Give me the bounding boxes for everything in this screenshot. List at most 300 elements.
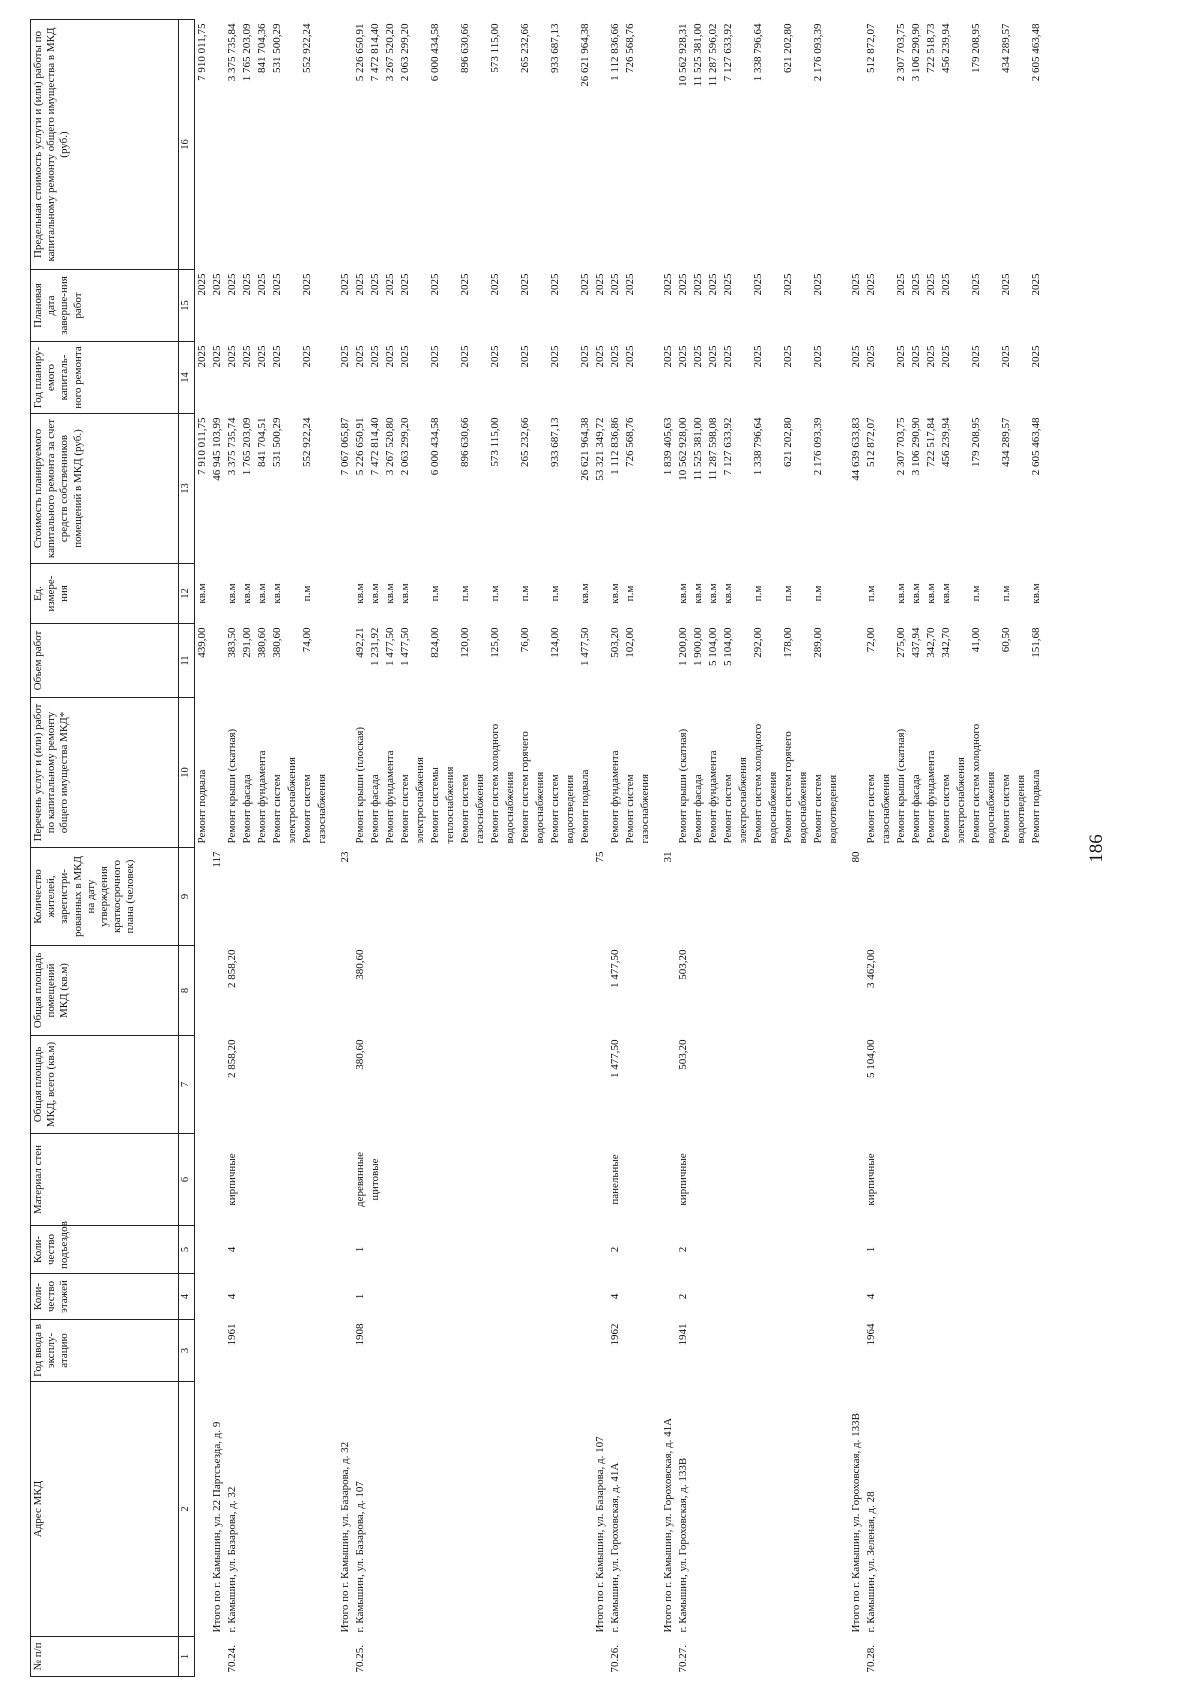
table-cell: кв.м: [609, 583, 621, 604]
table-cell: Ремонт систем: [722, 774, 734, 844]
table-cell: [736, 624, 751, 698]
table-cell: [879, 1637, 894, 1677]
table-cell: 2025: [256, 345, 268, 368]
table-cell: Ремонт подвала: [579, 769, 591, 844]
table-cell: [939, 1134, 954, 1226]
table-cell: 44 639 633,83: [850, 417, 862, 481]
table-cell: [661, 20, 676, 270]
table-cell: [781, 848, 796, 946]
table-cell: [984, 1320, 999, 1382]
table-cell: [1014, 946, 1029, 1036]
table-cell: 2025: [925, 345, 937, 368]
table-cell: 456 239,94: [940, 417, 952, 467]
table-row: [458, 20, 473, 1677]
table-cell: [721, 1274, 736, 1320]
table-cell: [691, 1036, 706, 1134]
table-cell: 2025: [429, 345, 441, 368]
column-number: 9: [179, 848, 195, 946]
table-cell: [924, 1134, 939, 1226]
table-cell: [503, 20, 518, 270]
table-cell: [315, 624, 330, 698]
table-cell: [533, 624, 548, 698]
table-cell: 3 375 735,74: [226, 417, 238, 476]
table-cell: газоснабжения: [639, 773, 651, 844]
table-cell: Ремонт систем: [624, 774, 636, 844]
table-cell: 3 462,00: [865, 949, 877, 988]
table-cell: водоснабжения: [504, 771, 516, 844]
table-cell: [563, 1382, 578, 1637]
table-cell: [270, 946, 285, 1036]
table-cell: [240, 1226, 255, 1274]
table-cell: [593, 1274, 608, 1320]
table-cell: [909, 1134, 924, 1226]
table-cell: 7 910 011,75: [196, 23, 208, 81]
table-cell: [458, 848, 473, 946]
table-cell: [473, 1226, 488, 1274]
table-cell: [638, 624, 653, 698]
table-cell: [909, 1637, 924, 1677]
table-cell: 722 518,73: [925, 23, 937, 73]
table-cell: [751, 946, 766, 1036]
table-cell: [255, 1036, 270, 1134]
table-cell: Итого по г. Камышин, ул. Гороховская, д. 41А: [662, 1417, 674, 1633]
spacer-row: [330, 20, 338, 1677]
subtotal-row: [338, 20, 353, 1677]
table-cell: Ремонт фундамента: [925, 750, 937, 844]
table-cell: 531 500,29: [271, 417, 283, 467]
table-cell: 1 200,00: [677, 627, 689, 666]
table-cell: [766, 1036, 781, 1134]
table-cell: [623, 1274, 638, 1320]
table-cell: [954, 1320, 969, 1382]
table-cell: [969, 1637, 984, 1677]
table-cell: [736, 342, 751, 414]
table-cell: 2025: [594, 273, 606, 296]
table-cell: [285, 946, 300, 1036]
table-cell: 2025: [662, 345, 674, 368]
table-cell: [488, 1382, 503, 1637]
table-cell: п.м: [865, 585, 877, 602]
table-cell: п.м: [812, 585, 824, 602]
table-cell: [210, 20, 225, 270]
table-row: [368, 20, 383, 1677]
table-cell: [894, 1382, 909, 1637]
table-cell: 1 112 836,66: [609, 23, 621, 81]
table-cell: [428, 1320, 443, 1382]
table-cell: [909, 1226, 924, 1274]
table-cell: [563, 624, 578, 698]
table-cell: 503,20: [677, 949, 689, 980]
table-cell: [563, 1036, 578, 1134]
table-cell: [1029, 1274, 1044, 1320]
table-cell: [999, 1320, 1014, 1382]
table-cell: [954, 1036, 969, 1134]
table-cell: [413, 848, 428, 946]
table-cell: [623, 1036, 638, 1134]
table-cell: [503, 1320, 518, 1382]
table-cell: [691, 946, 706, 1036]
table-cell: [503, 1036, 518, 1134]
table-cell: [413, 624, 428, 698]
table-cell: [413, 1320, 428, 1382]
table-cell: 291,00: [241, 627, 253, 658]
table-cell: 2025: [196, 273, 208, 296]
column-number: 7: [179, 1036, 195, 1134]
column-number: 11: [179, 624, 195, 698]
table-cell: [210, 624, 225, 698]
table-cell: [954, 20, 969, 270]
table-cell: [638, 1226, 653, 1274]
table-cell: кирпичные: [677, 1153, 689, 1206]
table-cell: 2025: [1000, 345, 1012, 368]
table-cell: [285, 1320, 300, 1382]
table-cell: [894, 1320, 909, 1382]
table-cell: [338, 1637, 353, 1677]
table-cell: 292,00: [752, 627, 764, 658]
table-cell: [691, 1320, 706, 1382]
table-cell: [473, 624, 488, 698]
table-cell: 2025: [925, 273, 937, 296]
table-cell: [691, 1382, 706, 1637]
table-cell: [1029, 1226, 1044, 1274]
table-row: [623, 20, 638, 1677]
table-cell: [924, 1637, 939, 1677]
table-cell: [1029, 1134, 1044, 1226]
table-cell: 11 525 381,00: [692, 23, 704, 87]
table-cell: 1 338 796,64: [752, 417, 764, 476]
table-cell: 265 232,66: [519, 417, 531, 467]
table-cell: [736, 848, 751, 946]
table-cell: 178,00: [782, 627, 794, 658]
table-cell: [894, 1637, 909, 1677]
table-cell: [984, 946, 999, 1036]
table-cell: [443, 20, 458, 270]
table-cell: 2025: [271, 273, 283, 296]
table-cell: 3 106 290,90: [910, 417, 922, 476]
table-cell: [533, 270, 548, 342]
table-cell: [285, 848, 300, 946]
table-cell: [796, 1226, 811, 1274]
table-cell: [1014, 342, 1029, 414]
table-cell: [909, 1382, 924, 1637]
table-cell: [563, 1226, 578, 1274]
table-cell: [488, 1320, 503, 1382]
table-cell: 2025: [579, 273, 591, 296]
table-cell: [533, 20, 548, 270]
table-cell: [691, 1637, 706, 1677]
table-cell: 2025: [399, 345, 411, 368]
table-cell: 1961: [226, 1323, 238, 1346]
table-cell: [924, 1226, 939, 1274]
table-cell: [195, 1036, 211, 1134]
table-cell: [811, 1637, 826, 1677]
table-cell: [443, 564, 458, 624]
table-cell: [909, 1274, 924, 1320]
column-number: 1: [179, 1637, 195, 1677]
table-cell: [766, 342, 781, 414]
table-cell: [518, 1637, 533, 1677]
column-header: Перечень услуг и (или) работ по капитальному ремонту общего имущества МКД*: [31, 698, 179, 848]
table-cell: [578, 1274, 593, 1320]
table-cell: [413, 270, 428, 342]
table-cell: [578, 1320, 593, 1382]
table-cell: 1 338 796,64: [752, 23, 764, 82]
column-header: Общая площадь МКД, всего (кв.м): [31, 1036, 179, 1134]
table-cell: 2025: [609, 273, 621, 296]
table-cell: 5 104,00: [865, 1039, 877, 1078]
table-cell: Ремонт крыши (скатная): [895, 728, 907, 844]
table-row: [428, 20, 443, 1677]
table-cell: [255, 946, 270, 1036]
table-cell: 2025: [940, 345, 952, 368]
table-cell: [691, 1226, 706, 1274]
table-cell: Ремонт систем: [271, 774, 283, 844]
table-cell: [488, 1274, 503, 1320]
table-cell: [383, 1226, 398, 1274]
table-cell: [811, 1274, 826, 1320]
table-cell: [796, 342, 811, 414]
table-cell: [458, 1226, 473, 1274]
table-cell: [315, 20, 330, 270]
table-cell: [503, 1382, 518, 1637]
table-cell: [338, 1320, 353, 1382]
table-cell: [894, 946, 909, 1036]
table-cell: [796, 1382, 811, 1637]
table-cell: [548, 1382, 563, 1637]
table-cell: 2025: [369, 273, 381, 296]
table-cell: [240, 1637, 255, 1677]
table-cell: [315, 414, 330, 564]
table-cell: Ремонт систем горячего: [519, 731, 531, 844]
table-cell: [736, 1274, 751, 1320]
table-cell: 933 687,13: [549, 417, 561, 467]
table-cell: [623, 848, 638, 946]
table-cell: [240, 1274, 255, 1320]
table-cell: [954, 414, 969, 564]
table-cell: щитовые: [369, 1158, 381, 1201]
table-cell: 2025: [211, 273, 223, 296]
table-cell: Ремонт систем: [940, 774, 952, 844]
table-cell: [1014, 564, 1029, 624]
table-cell: [210, 1036, 225, 1134]
table-cell: 70.25.: [354, 1645, 366, 1673]
table-cell: [563, 414, 578, 564]
table-cell: [195, 1134, 211, 1226]
table-cell: [781, 946, 796, 1036]
table-cell: Ремонт крыши (плоская): [354, 726, 366, 844]
table-cell: [781, 1134, 796, 1226]
table-cell: [503, 564, 518, 624]
table-cell: Ремонт фасада: [369, 774, 381, 844]
table-cell: 11 525 381,00: [692, 417, 704, 481]
table-cell: Ремонт подвала: [1030, 769, 1042, 844]
table-cell: [984, 1382, 999, 1637]
table-cell: 726 568,76: [624, 23, 636, 73]
table-cell: [781, 1320, 796, 1382]
table-cell: [285, 1036, 300, 1134]
table-row: [578, 20, 593, 1677]
table-cell: [811, 848, 826, 946]
table-cell: [864, 848, 879, 946]
table-cell: [300, 1320, 315, 1382]
table-cell: Ремонт фасада: [910, 774, 922, 844]
subtotal-row: [210, 20, 225, 1677]
table-cell: [383, 946, 398, 1036]
table-cell: [781, 1637, 796, 1677]
table-cell: 53 321 349,72: [594, 417, 606, 481]
table-cell: 2 176 093,39: [812, 417, 824, 476]
table-cell: Ремонт фасада: [241, 774, 253, 844]
table-cell: [315, 270, 330, 342]
table-cell: 7 472 814,40: [369, 417, 381, 476]
table-cell: [210, 1637, 225, 1677]
table-cell: 2025: [850, 273, 862, 296]
table-cell: [443, 1274, 458, 1320]
table-cell: [398, 1134, 413, 1226]
table-cell: [849, 698, 864, 848]
table-cell: кв.м: [196, 583, 208, 604]
table-cell: 4: [226, 1293, 238, 1300]
table-cell: [894, 1134, 909, 1226]
table-cell: [443, 848, 458, 946]
table-cell: [398, 1036, 413, 1134]
table-cell: 2025: [429, 273, 441, 296]
table-cell: 2: [677, 1246, 689, 1253]
table-cell: Ремонт систем: [812, 774, 824, 844]
table-cell: [383, 1320, 398, 1382]
table-row: [781, 20, 796, 1677]
table-cell: 2025: [211, 345, 223, 368]
table-cell: [488, 848, 503, 946]
table-cell: [751, 1382, 766, 1637]
table-cell: [548, 1274, 563, 1320]
table-cell: 1 477,50: [579, 627, 591, 666]
table-cell: [638, 564, 653, 624]
table-cell: [661, 1320, 676, 1382]
table-cell: [210, 1226, 225, 1274]
table-row: [503, 20, 518, 1677]
table-cell: [578, 1382, 593, 1637]
table-cell: [518, 848, 533, 946]
table-cell: г. Камышин, ул. Зеленая, д. 28: [865, 1491, 877, 1633]
table-cell: [736, 1320, 751, 1382]
table-cell: [315, 848, 330, 946]
table-cell: 722 517,84: [925, 417, 937, 467]
table-cell: [255, 1320, 270, 1382]
table-cell: [593, 1134, 608, 1226]
column-header: Коли-чество этажей: [31, 1274, 179, 1320]
column-number: 10: [179, 698, 195, 848]
table-cell: [623, 1134, 638, 1226]
table-cell: 1 477,50: [609, 949, 621, 988]
table-cell: [315, 342, 330, 414]
table-cell: [879, 270, 894, 342]
table-cell: 2 176 093,39: [812, 23, 824, 82]
table-cell: 456 239,94: [940, 23, 952, 73]
table-cell: 2025: [301, 345, 313, 368]
table-row: [826, 20, 841, 1677]
table-cell: [368, 1226, 383, 1274]
table-cell: [721, 1134, 736, 1226]
table-cell: [736, 564, 751, 624]
table-cell: [811, 1320, 826, 1382]
table-cell: [781, 1226, 796, 1274]
table-cell: [488, 1036, 503, 1134]
table-cell: [1014, 1637, 1029, 1677]
table-cell: [255, 848, 270, 946]
table-cell: [368, 1637, 383, 1677]
table-cell: [300, 1382, 315, 1637]
table-row: [285, 20, 300, 1677]
table-cell: 31: [662, 851, 674, 863]
table-cell: [338, 946, 353, 1036]
table-cell: [383, 1274, 398, 1320]
building-row: [353, 20, 368, 1677]
table-cell: [285, 1637, 300, 1677]
table-cell: [623, 946, 638, 1036]
table-cell: [879, 342, 894, 414]
table-cell: [255, 1274, 270, 1320]
table-cell: [488, 1134, 503, 1226]
table-cell: 26 621 964,38: [579, 417, 591, 481]
table-cell: [518, 1226, 533, 1274]
table-cell: [826, 270, 841, 342]
table-cell: 2025: [489, 345, 501, 368]
table-cell: 1941: [677, 1323, 689, 1346]
table-cell: 2025: [1030, 273, 1042, 296]
table-cell: кв.м: [271, 583, 283, 604]
table-cell: [826, 1637, 841, 1677]
table-cell: [826, 946, 841, 1036]
table-cell: [240, 1320, 255, 1382]
table-cell: 7 067 065,87: [339, 417, 351, 476]
table-cell: [285, 1274, 300, 1320]
spacer-row: [841, 20, 849, 1677]
table-cell: [270, 1036, 285, 1134]
table-cell: [428, 1637, 443, 1677]
table-cell: 2025: [226, 345, 238, 368]
table-cell: [879, 1036, 894, 1134]
table-cell: [398, 1274, 413, 1320]
table-cell: [578, 1226, 593, 1274]
table-cell: 2025: [579, 345, 591, 368]
table-cell: кв.м: [1030, 583, 1042, 604]
table-cell: 70.24.: [226, 1645, 238, 1673]
table-cell: [563, 1134, 578, 1226]
table-cell: [285, 564, 300, 624]
table-cell: [413, 1036, 428, 1134]
table-cell: 4: [865, 1293, 877, 1300]
table-cell: [563, 1320, 578, 1382]
table-cell: [984, 624, 999, 698]
table-cell: [443, 1036, 458, 1134]
table-cell: Ремонт фундамента: [707, 750, 719, 844]
table-cell: [413, 1637, 428, 1677]
table-cell: Ремонт систем: [549, 774, 561, 844]
table-cell: [766, 946, 781, 1036]
table-cell: электроснабжения: [286, 757, 298, 844]
column-header: Адрес МКД: [31, 1382, 179, 1637]
table-cell: [623, 1226, 638, 1274]
table-cell: кв.м: [677, 583, 689, 604]
table-cell: [518, 1274, 533, 1320]
column-number: 15: [179, 270, 195, 342]
table-cell: [315, 1637, 330, 1677]
table-cell: 437,94: [910, 627, 922, 658]
table-cell: [706, 848, 721, 946]
table-cell: деревянные: [354, 1151, 366, 1208]
table-cell: 3 106 290,90: [910, 23, 922, 82]
